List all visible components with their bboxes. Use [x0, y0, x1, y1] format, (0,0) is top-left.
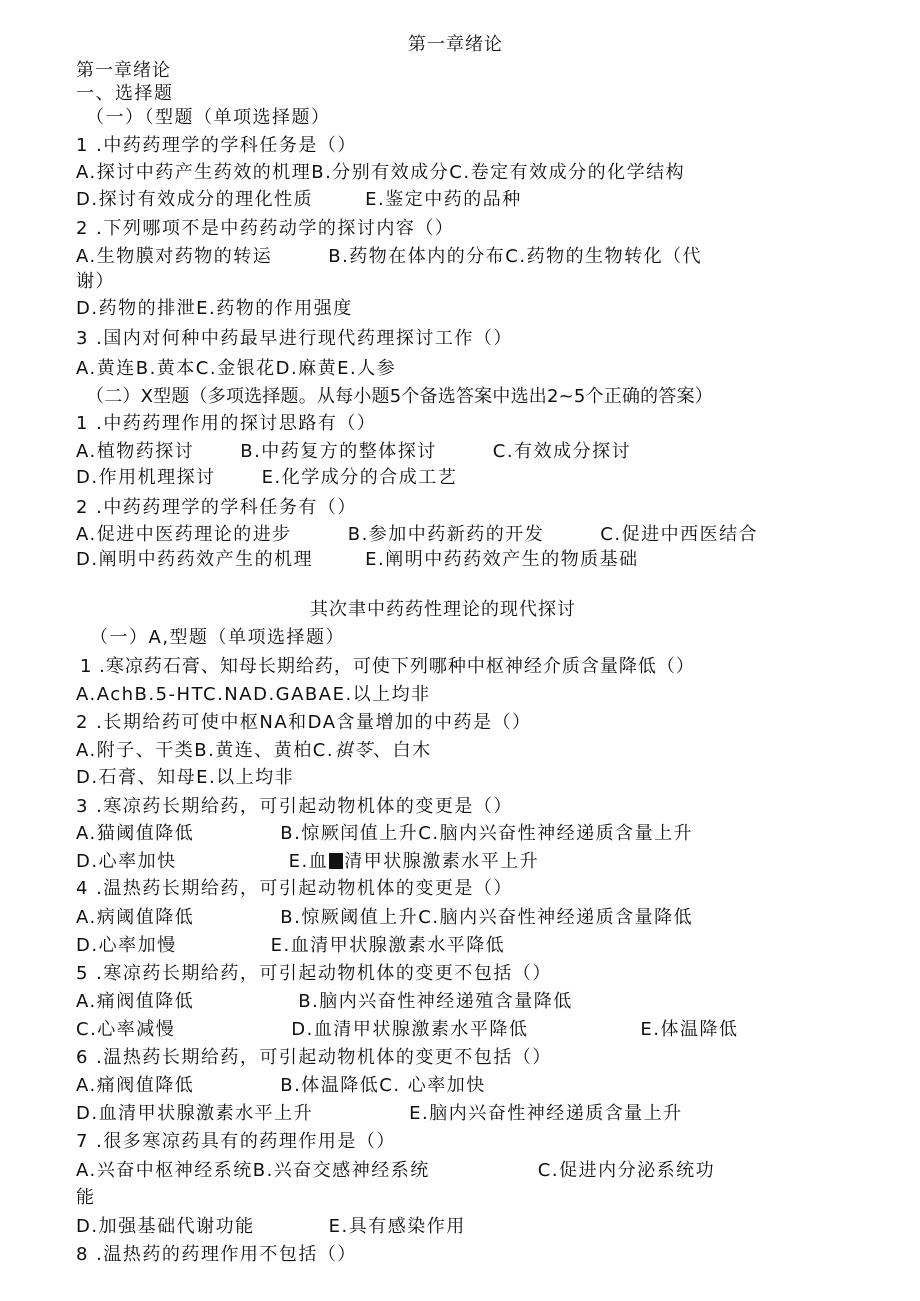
answer-options: [76, 1159, 715, 1183]
option: B.惊厥阈值上升C.脑内兴奋性神经递质含量降低: [280, 907, 694, 928]
answer-options: [76, 466, 457, 490]
answer-options: [76, 245, 702, 269]
option: B.体温降低C. 心率加快: [280, 1075, 486, 1096]
option: E.脑内兴奋性神经递质含量上升: [409, 1103, 683, 1124]
answer-options: [76, 523, 758, 547]
option: C.心率减慢: [76, 1019, 176, 1040]
chapter-heading: 第一章绪论: [76, 60, 171, 81]
part-heading: 一、选择题: [76, 83, 174, 104]
question: 6 .温热药长期给药，可引起动物机体的变更不包括（）: [76, 1047, 552, 1068]
question: 3 .寒凉药长期给药，可引起动物机体的变更是（）: [76, 796, 513, 817]
option: A.植物药探讨: [76, 441, 195, 462]
option: D.探讨有效成分的理化性质: [76, 189, 314, 210]
section-heading: （一）（型题（单项选择题）: [86, 107, 331, 128]
option: 清甲状腺激素水平上升: [344, 851, 540, 872]
question: 1 .中药药理作用的探讨思路有（）: [76, 413, 377, 434]
option: C.有效成分探讨: [492, 441, 632, 462]
redacted-block: [329, 853, 343, 869]
option: C.促进中西医结合: [600, 524, 759, 545]
answer-options: [76, 850, 539, 874]
option: A.生物膜对药物的转运: [76, 246, 273, 267]
option: C.卷定有效成分的化学结构: [449, 162, 686, 183]
answer-options: [76, 822, 693, 846]
option: A.附子、干类B.黄连、黄柏C.: [76, 740, 335, 761]
option: E.血: [288, 851, 329, 872]
option: C.药物的生物转化（代: [505, 246, 703, 267]
option: A.兴奋中枢神经系统B.兴奋交感神经系统: [76, 1160, 430, 1181]
option: A.探讨中药产生药效的机理: [76, 162, 312, 183]
option: D.作用机理探讨: [76, 467, 216, 488]
section-heading: （二）X型题（多项选择题。从每小题5个备选答案中选出2~5个正确的答案）: [86, 386, 713, 407]
answer-options: [76, 297, 353, 321]
question: 2 .中药药理学的学科任务有（）: [76, 497, 357, 518]
question: 7 .很多寒凉药具有的药理作用是（）: [76, 1131, 396, 1152]
answer-options: [76, 1102, 683, 1126]
page-title: 第一章绪论: [408, 34, 503, 55]
answer-options: [76, 1018, 739, 1042]
option: D.阐明中药药效产生的机理: [76, 549, 314, 570]
option: E.化学成分的合成工艺: [261, 467, 458, 488]
chapter-heading: 其次聿中药药性理论的现代探讨: [310, 599, 576, 620]
option: E.具有感染作用: [328, 1216, 466, 1237]
answer-options: [76, 161, 685, 185]
option: D.血清甲状腺激素水平上升: [76, 1103, 314, 1124]
option: B.参加中药新药的开发: [347, 524, 545, 545]
option: A.痛阀值降低: [76, 1075, 195, 1096]
answer-options: [76, 906, 693, 930]
option: B.脑内兴奋性神经递殖含量降低: [298, 991, 573, 1012]
option: D.药物的排泄: [76, 298, 197, 319]
option: 祺苓: [334, 740, 374, 761]
answer-continuation: 能: [76, 1187, 96, 1208]
answer-options: [76, 739, 432, 763]
question: 4 .温热药长期给药，可引起动物机体的变更是（）: [76, 878, 513, 899]
option: D.加强基础代谢功能: [76, 1216, 255, 1237]
question: 2 .下列哪项不是中药药动学的探讨内容（）: [76, 218, 455, 239]
option: B.惊厥闰值上升C.脑内兴奋性神经递质含量上升: [280, 823, 694, 844]
option: A.促进中医药理论的进步: [76, 524, 292, 545]
question: 1 .中药药理学的学科任务是（）: [76, 135, 357, 156]
option: B.中药复方的整体探讨: [240, 441, 437, 462]
option: C.促进内分泌系统功: [537, 1160, 716, 1181]
option: E.鉴定中药的品种: [365, 189, 522, 210]
option: D.血清甲状腺激素水平降低: [291, 1019, 529, 1040]
option: A.病阈值降低: [76, 907, 195, 928]
answer-options: D.石膏、知母E.以上均非: [76, 767, 295, 788]
answer-options: [76, 934, 505, 958]
option: A.痛阀值降低: [76, 991, 195, 1012]
option: E.药物的作用强度: [196, 298, 353, 319]
option: B.药物在体内的分布: [328, 246, 506, 267]
answer-continuation: 谢）: [76, 271, 115, 292]
answer-options: [76, 440, 631, 464]
option: B.分别有效成分: [311, 162, 450, 183]
option: D.心率加慢: [76, 935, 177, 956]
question: 5 .寒凉药长期给药，可引起动物机体的变更不包括（）: [76, 963, 552, 984]
answer-options: A.AchB.5-HTC.NAD.GABAE.以上均非: [76, 684, 431, 705]
answer-options: [76, 188, 522, 212]
question: 3 .国内对何种中药最早进行现代药理探讨工作（）: [76, 328, 513, 349]
option: E.血清甲状腺激素水平降低: [270, 935, 506, 956]
option: 、白木: [373, 740, 432, 761]
section-heading: （一）A,型题（单项选择题）: [90, 627, 346, 648]
question: 2 .长期给药可使中枢NA和DA含量增加的中药是（）: [76, 712, 532, 733]
option: E.体温降低: [640, 1019, 739, 1040]
option: E.阐明中药药效产生的物质基础: [365, 549, 639, 570]
option: A.猫阈值降低: [76, 823, 195, 844]
answer-options: [76, 1074, 486, 1098]
answer-options: [76, 548, 639, 572]
answer-options: [76, 1215, 466, 1239]
answer-options: [76, 990, 573, 1014]
question: 1 .寒凉药石膏、知母长期给药，可使下列哪种中枢神经介质含量降低（）: [80, 656, 695, 677]
answer-options: A.黄连B.黄本C.金银花D.麻黄E.人参: [76, 358, 397, 379]
question: 8 .温热药的药理作用不包括（）: [76, 1244, 357, 1265]
option: D.心率加快: [76, 851, 177, 872]
